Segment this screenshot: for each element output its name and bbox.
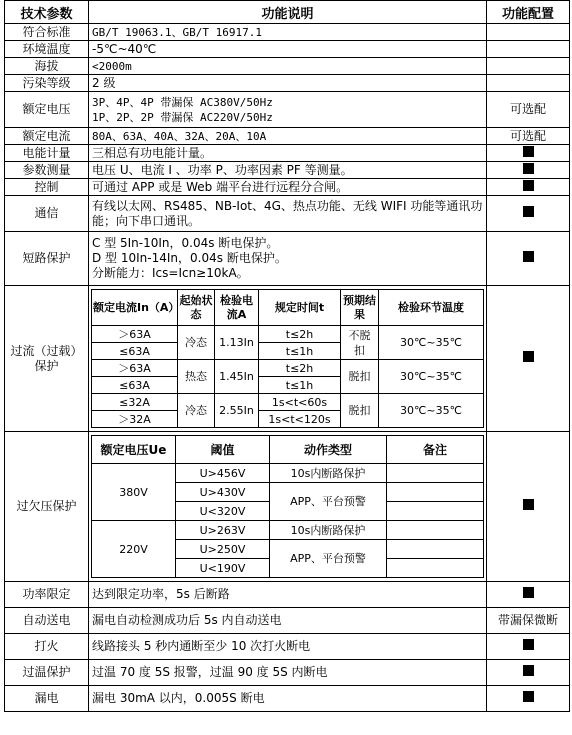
v-note xyxy=(387,521,484,540)
oc-result: 脱扣 xyxy=(341,360,379,394)
filled-square-icon xyxy=(523,206,534,217)
filled-square-icon xyxy=(523,351,534,362)
desc-line: 分断能力：Ics=Icn≥10kA。 xyxy=(92,266,249,280)
v-note xyxy=(387,483,484,502)
filled-square-icon xyxy=(523,251,534,262)
config-cell xyxy=(487,58,570,75)
config-cell xyxy=(487,196,570,232)
desc-cell: 可通过 APP 或是 Web 端平台进行远程分合闸。 xyxy=(89,179,487,196)
config-cell xyxy=(487,179,570,196)
config-cell xyxy=(487,582,570,608)
param-cell: 短路保护 xyxy=(5,232,89,286)
row-rated-voltage xyxy=(5,92,570,128)
config-cell xyxy=(487,432,570,582)
oc-current: ≤32A xyxy=(92,394,178,411)
oc-current: ≤63A xyxy=(92,377,178,394)
config-cell xyxy=(487,41,570,58)
filled-square-icon xyxy=(523,639,534,650)
header-config: 功能配置 xyxy=(487,1,570,24)
v-threshold: U>250V xyxy=(176,540,270,559)
filled-square-icon xyxy=(523,180,534,191)
desc-line: D 型 10In-14In，0.04s 断电保护。 xyxy=(92,251,287,265)
oc-current: ＞63A xyxy=(92,360,178,377)
desc-cell: 三相总有功电能计量。 xyxy=(89,145,487,162)
oc-time: 1s<t<120s xyxy=(259,411,341,428)
param-cell: 过欠压保护 xyxy=(5,432,89,582)
v-threshold: U>456V xyxy=(176,464,270,483)
v-note xyxy=(387,540,484,559)
v-action: APP、平台预警 xyxy=(270,483,387,521)
oc-time: t≤2h xyxy=(259,326,341,343)
desc-line: 1P、2P、2P 带漏保 AC220V/50Hz xyxy=(92,110,273,124)
row-voltage-protection xyxy=(5,432,570,582)
param-cell: 打火 xyxy=(5,634,89,660)
desc-cell: 有线以太网、RS485、NB-Iot、4G、热点功能、无线 WIFI 功能等通讯功能；向下串口通讯。 xyxy=(89,196,487,232)
oc-time: 1s<t<60s xyxy=(259,394,341,411)
param-cell: 功率限定 xyxy=(5,582,89,608)
v-note xyxy=(387,464,484,483)
oc-temp: 30℃~35℃ xyxy=(379,326,484,360)
desc-cell: 过温 70 度 5S 报警，过温 90 度 5S 内断电 xyxy=(89,660,487,686)
config-cell: 带漏保微断 xyxy=(487,608,570,634)
config-cell xyxy=(487,75,570,92)
desc-line: 3P、4P、4P 带漏保 AC380V/50Hz xyxy=(92,95,273,109)
desc-cell: 电压 U、电流 I 、功率 P、功率因素 PF 等测量。 xyxy=(89,162,487,179)
desc-cell: GB/T 19063.1、GB/T 16917.1 xyxy=(89,24,487,41)
oc-time: t≤1h xyxy=(259,343,341,360)
row-arc xyxy=(5,634,570,660)
row-altitude xyxy=(5,58,570,75)
oc-state: 冷态 xyxy=(178,394,215,428)
filled-square-icon xyxy=(523,146,534,157)
param-cell: 额定电流 xyxy=(5,128,89,145)
row-auto-reclose xyxy=(5,608,570,634)
param-cell: 污染等级 xyxy=(5,75,89,92)
row-communication xyxy=(5,196,570,232)
oc-current: ≤63A xyxy=(92,343,178,360)
oc-result: 脱扣 xyxy=(341,394,379,428)
filled-square-icon xyxy=(523,665,534,676)
oc-header: 规定时间t xyxy=(259,290,341,326)
desc-cell: 80A、63A、40A、32A、20A、10A xyxy=(89,128,487,145)
v-threshold: U>263V xyxy=(176,521,270,540)
param-cell: 额定电压 xyxy=(5,92,89,128)
row-short-circuit xyxy=(5,232,570,286)
config-cell xyxy=(487,145,570,162)
filled-square-icon xyxy=(523,499,534,510)
param-cell: 参数测量 xyxy=(5,162,89,179)
header-row xyxy=(5,1,570,24)
filled-square-icon xyxy=(523,587,534,598)
v-header: 阈值 xyxy=(176,436,270,464)
config-cell: 可选配 xyxy=(487,92,570,128)
oc-temp: 30℃~35℃ xyxy=(379,394,484,428)
voltage-table xyxy=(91,435,484,578)
row-temperature xyxy=(5,41,570,58)
param-cell: 过流（过载）保护 xyxy=(5,286,89,432)
oc-test-current: 1.45In xyxy=(215,360,259,394)
header-desc: 功能说明 xyxy=(89,1,487,24)
desc-cell: 达到限定功率，5s 后断路 xyxy=(89,582,487,608)
desc-cell: <2000m xyxy=(89,58,487,75)
config-cell xyxy=(487,660,570,686)
desc-cell: 漏电自动检测成功后 5s 内自动送电 xyxy=(89,608,487,634)
v-note xyxy=(387,502,484,521)
v-action: 10s内断路保护 xyxy=(270,521,387,540)
v-threshold: U<190V xyxy=(176,559,270,578)
desc-cell: -5℃~40℃ xyxy=(89,41,487,58)
desc-cell xyxy=(89,286,487,432)
desc-line: C 型 5In-10In，0.04s 断电保护。 xyxy=(92,236,279,250)
config-cell xyxy=(487,24,570,41)
v-ue: 380V xyxy=(92,464,176,521)
filled-square-icon xyxy=(523,163,534,174)
config-cell xyxy=(487,686,570,712)
v-header-row xyxy=(92,436,484,464)
param-cell: 自动送电 xyxy=(5,608,89,634)
param-cell: 漏电 xyxy=(5,686,89,712)
row-over-temperature xyxy=(5,660,570,686)
config-cell xyxy=(487,232,570,286)
oc-header: 检验环节温度 xyxy=(379,290,484,326)
v-threshold: U>430V xyxy=(176,483,270,502)
oc-current: ＞32A xyxy=(92,411,178,428)
config-cell: 可选配 xyxy=(487,128,570,145)
oc-state: 热态 xyxy=(178,360,215,394)
header-param: 技术参数 xyxy=(5,1,89,24)
v-threshold: U<320V xyxy=(176,502,270,521)
oc-temp: 30℃~35℃ xyxy=(379,360,484,394)
v-header: 动作类型 xyxy=(270,436,387,464)
desc-cell: 线路接头 5 秒内通断至少 10 次打火断电 xyxy=(89,634,487,660)
v-note xyxy=(387,559,484,578)
oc-state: 冷态 xyxy=(178,326,215,360)
desc-cell: 漏电 30mA 以内，0.005S 断电 xyxy=(89,686,487,712)
table-row xyxy=(92,394,484,411)
oc-header: 检验电流A xyxy=(215,290,259,326)
oc-header: 起始状态 xyxy=(178,290,215,326)
row-power-limit xyxy=(5,582,570,608)
param-cell: 海拔 xyxy=(5,58,89,75)
param-cell: 过温保护 xyxy=(5,660,89,686)
row-control xyxy=(5,179,570,196)
oc-result: 不脱扣 xyxy=(341,326,379,360)
config-cell xyxy=(487,162,570,179)
row-standard xyxy=(5,24,570,41)
oc-test-current: 1.13In xyxy=(215,326,259,360)
param-cell: 环境温度 xyxy=(5,41,89,58)
row-leakage xyxy=(5,686,570,712)
table-row xyxy=(92,521,484,540)
v-ue: 220V xyxy=(92,521,176,578)
row-pollution xyxy=(5,75,570,92)
row-energy-metering xyxy=(5,145,570,162)
row-measurement xyxy=(5,162,570,179)
param-cell: 通信 xyxy=(5,196,89,232)
desc-cell xyxy=(89,432,487,582)
oc-time: t≤1h xyxy=(259,377,341,394)
oc-header: 额定电流In（A） xyxy=(92,290,178,326)
row-rated-current xyxy=(5,128,570,145)
v-header: 额定电压Ue xyxy=(92,436,176,464)
param-cell: 电能计量 xyxy=(5,145,89,162)
desc-cell xyxy=(89,232,487,286)
row-overcurrent xyxy=(5,286,570,432)
oc-header-row xyxy=(92,290,484,326)
table-row xyxy=(92,360,484,377)
spec-table xyxy=(4,0,570,712)
oc-test-current: 2.55In xyxy=(215,394,259,428)
v-action: APP、平台预警 xyxy=(270,540,387,578)
config-cell xyxy=(487,634,570,660)
filled-square-icon xyxy=(523,691,534,702)
oc-time: t≤2h xyxy=(259,360,341,377)
config-cell xyxy=(487,286,570,432)
desc-cell: 2 级 xyxy=(89,75,487,92)
desc-cell xyxy=(89,92,487,128)
oc-current: ＞63A xyxy=(92,326,178,343)
v-action: 10s内断路保护 xyxy=(270,464,387,483)
v-header: 备注 xyxy=(387,436,484,464)
overcurrent-table xyxy=(91,289,484,428)
oc-header: 预期结果 xyxy=(341,290,379,326)
table-row xyxy=(92,326,484,343)
param-cell: 控制 xyxy=(5,179,89,196)
table-row xyxy=(92,464,484,483)
param-cell: 符合标准 xyxy=(5,24,89,41)
